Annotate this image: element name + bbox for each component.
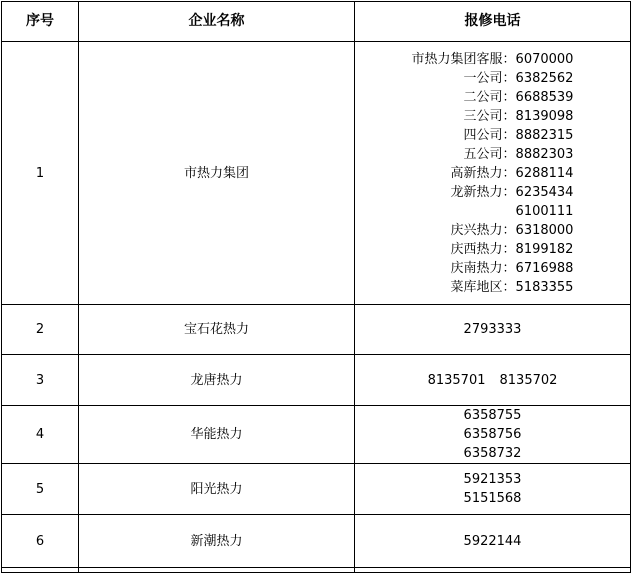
- table-row-partial: [2, 568, 631, 573]
- table-row: [2, 464, 631, 515]
- seq-cell[interactable]: 2: [2, 305, 79, 355]
- phone-line: 一公司：6382562: [463, 70, 574, 86]
- phone-line: 5921353: [463, 472, 522, 487]
- phone-number: 8135701: [427, 372, 486, 388]
- table-row: [2, 355, 631, 406]
- phone-line: 6358755: [463, 408, 522, 423]
- phone-number: 8135702: [499, 372, 558, 388]
- phone-line: 三公司：8139098: [463, 108, 574, 124]
- table-row: [2, 515, 631, 568]
- seq-cell[interactable]: 4: [2, 406, 79, 464]
- phone-line: 高新热力：6288114: [450, 165, 574, 181]
- phone-line: 6358732: [463, 446, 522, 461]
- table-row: [2, 42, 631, 305]
- empty-cell[interactable]: [355, 568, 631, 573]
- phone-line: 四公司：8882315: [463, 127, 574, 143]
- phone-line: 龙新热力：6235434: [450, 184, 574, 200]
- phone-line: 6100111: [515, 203, 574, 219]
- header-row: [2, 2, 631, 42]
- company-cell[interactable]: 阳光热力: [79, 464, 355, 515]
- phone-list: [412, 50, 574, 297]
- company-cell[interactable]: 新潮热力: [79, 515, 355, 568]
- repair-hotline-table: [1, 1, 631, 573]
- phone-cell[interactable]: [355, 305, 631, 355]
- phone-cell[interactable]: [355, 464, 631, 515]
- seq-cell[interactable]: 6: [2, 515, 79, 568]
- seq-cell[interactable]: 5: [2, 464, 79, 515]
- phone-line: 市热力集团客服：6070000: [411, 51, 574, 67]
- phone-line: 庆西热力：8199182: [450, 241, 574, 257]
- phone-line: 5922144: [463, 533, 522, 549]
- empty-cell[interactable]: [79, 568, 355, 573]
- phone-line: 6358756: [463, 427, 522, 442]
- header-company[interactable]: 企业名称: [79, 2, 355, 42]
- phone-cell[interactable]: [355, 406, 631, 464]
- phone-line: 五公司：8882303: [463, 146, 574, 162]
- phone-cell[interactable]: [355, 355, 631, 406]
- seq-cell[interactable]: 1: [2, 42, 79, 305]
- company-cell[interactable]: 龙唐热力: [79, 355, 355, 406]
- phone-line: 庆兴热力：6318000: [450, 222, 574, 238]
- header-seq[interactable]: 序号: [2, 2, 79, 42]
- company-cell[interactable]: 华能热力: [79, 406, 355, 464]
- phone-line: 2793333: [463, 322, 522, 337]
- phone-cell[interactable]: [355, 515, 631, 568]
- phone-line: [355, 371, 630, 390]
- phone-line: 二公司：6688539: [463, 89, 574, 105]
- company-cell[interactable]: 市热力集团: [79, 42, 355, 305]
- phone-line: 菜库地区：5183355: [450, 279, 574, 295]
- table-row: [2, 406, 631, 464]
- seq-cell[interactable]: 3: [2, 355, 79, 406]
- empty-cell[interactable]: [2, 568, 79, 573]
- phone-line: 庆南热力：6716988: [450, 260, 574, 276]
- table-row: [2, 305, 631, 355]
- phone-line: 5151568: [463, 491, 522, 506]
- company-cell[interactable]: 宝石花热力: [79, 305, 355, 355]
- header-phone[interactable]: 报修电话: [355, 2, 631, 42]
- phone-cell[interactable]: [355, 42, 631, 305]
